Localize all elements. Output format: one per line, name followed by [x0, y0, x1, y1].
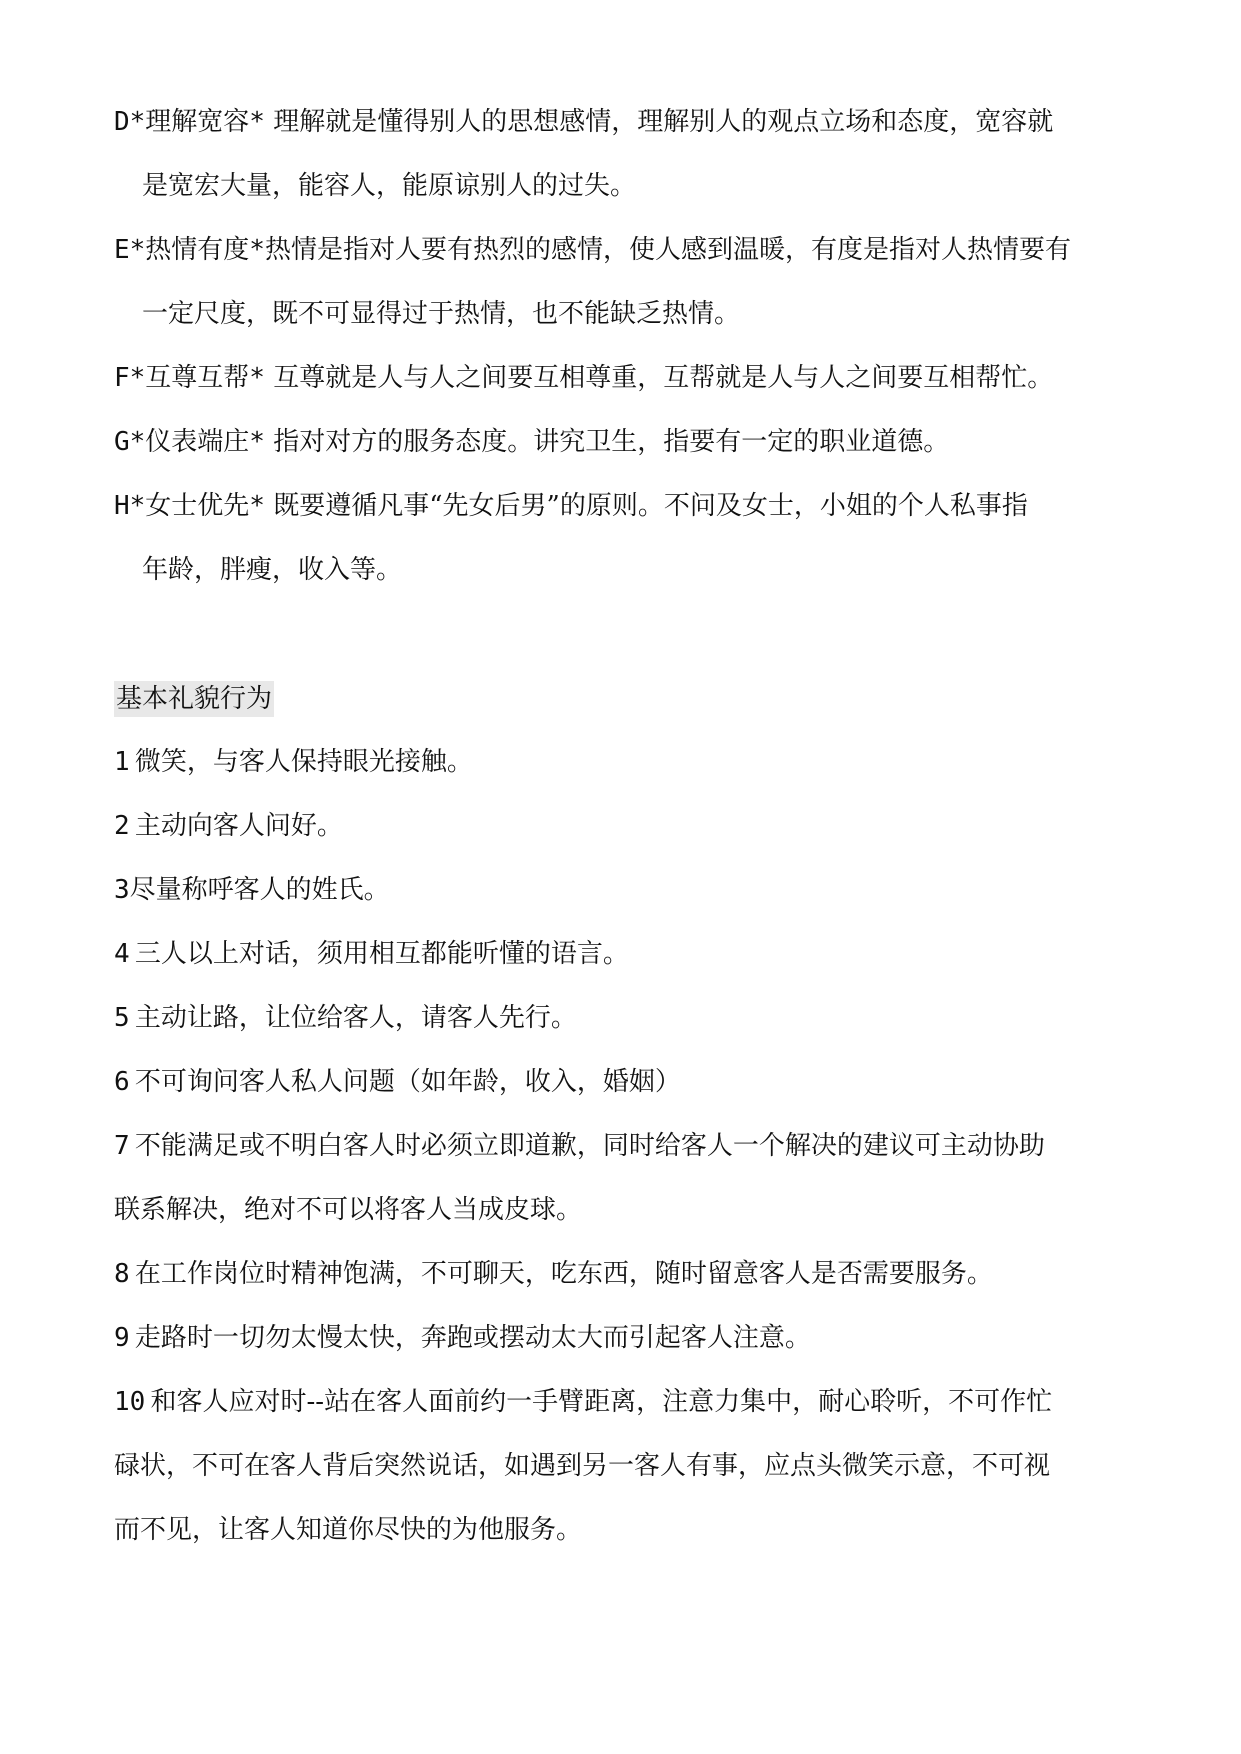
behavior-text-line: 微笑，与客人保持眼光接触。: [134, 747, 473, 777]
behavior-item-2: [114, 794, 1184, 858]
principle-g: [114, 410, 1184, 474]
principle-term: F*互尊互帮*: [114, 363, 265, 393]
principle-term: E*热情有度*: [114, 235, 265, 265]
behavior-item-10: [114, 1370, 1184, 1434]
behavior-item-8: [114, 1242, 1184, 1306]
behavior-number: 7: [114, 1131, 130, 1161]
principle-term: D*理解宽容*: [114, 107, 265, 137]
behavior-item-7: [114, 1114, 1184, 1178]
principle-d: [114, 90, 1184, 154]
behavior-text-line: 联系解决，绝对不可以将客人当成皮球。: [114, 1195, 583, 1225]
behavior-item-9: [114, 1306, 1184, 1370]
behavior-number: 8: [114, 1259, 130, 1289]
behavior-number: 3: [114, 875, 130, 905]
principle-term: H*女士优先*: [114, 491, 265, 521]
behavior-number: 6: [114, 1067, 130, 1097]
behavior-number: 10: [114, 1387, 146, 1417]
behavior-number: 4: [114, 939, 130, 969]
document-body: [114, 90, 1184, 1562]
principle-text-line: 一定尺度，既不可显得过于热情，也不能缺乏热情。: [142, 299, 741, 329]
behavior-text-line: 和客人应对时--站在客人面前约一手臂距离，注意力集中，耐心聆听，不可作忙: [150, 1387, 1053, 1417]
behavior-text-line: 走路时一切勿太慢太快，奔跑或摆动太大而引起客人注意。: [134, 1323, 811, 1353]
principle-f: [114, 346, 1184, 410]
behavior-text-line: 在工作岗位时精神饱满，不可聊天，吃东西，随时留意客人是否需要服务。: [134, 1259, 993, 1289]
principle-text-line: 是宽宏大量，能容人，能原谅别人的过失。: [142, 171, 637, 201]
principle-text-line: 年龄，胖瘦，收入等。: [142, 555, 403, 585]
principle-e-continuation: [114, 282, 1184, 346]
behavior-item-5: [114, 986, 1184, 1050]
behavior-text-line: 尽量称呼客人的姓氏。: [129, 875, 390, 905]
principle-text-line: 互尊就是人与人之间要互相尊重，互帮就是人与人之间要互相帮忙。: [264, 363, 1054, 393]
behavior-text-line: 主动让路，让位给客人，请客人先行。: [134, 1003, 577, 1033]
behavior-number: 5: [114, 1003, 130, 1033]
behavior-item-3: [114, 858, 1184, 922]
principle-text-line: 理解就是懂得别人的思想感情，理解别人的观点立场和态度，宽容就: [264, 107, 1054, 137]
principle-text-line: 热情是指对人要有热烈的感情，使人感到温暖，有度是指对人热情要有: [264, 235, 1071, 265]
section-heading-row: [114, 666, 1184, 730]
behavior-item-7-continuation: [114, 1178, 1184, 1242]
principle-h-continuation: [114, 538, 1184, 602]
behavior-item-1: [114, 730, 1184, 794]
principle-e: [114, 218, 1184, 282]
principle-text-line: 指对对方的服务态度。讲究卫生，指要有一定的职业道德。: [264, 427, 950, 457]
behavior-text-line: 而不见，让客人知道你尽快的为他服务。: [114, 1515, 583, 1545]
behavior-item-10-continuation-2: [114, 1498, 1184, 1562]
behavior-number: 1: [114, 747, 130, 777]
behavior-item-10-continuation-1: [114, 1434, 1184, 1498]
behavior-text-line: 碌状，不可在客人背后突然说话，如遇到另一客人有事，应点头微笑示意，不可视: [114, 1451, 1051, 1481]
behavior-text-line: 三人以上对话，须用相互都能听懂的语言。: [134, 939, 629, 969]
behavior-text-line: 不能满足或不明白客人时必须立即道歉，同时给客人一个解决的建议可主动协助: [134, 1131, 1045, 1161]
principle-h: [114, 474, 1184, 538]
behavior-item-6: [114, 1050, 1184, 1114]
behavior-number: 9: [114, 1323, 130, 1353]
section-title: 基本礼貌行为: [114, 681, 274, 717]
principle-term: G*仪表端庄*: [114, 427, 265, 457]
behavior-number: 2: [114, 811, 130, 841]
section-spacer: [114, 602, 1184, 666]
principle-text-line: 既要遵循凡事“先女后男”的原则。不问及女士，小姐的个人私事指: [264, 491, 1028, 521]
behavior-text-line: 不可询问客人私人问题（如年龄，收入，婚姻）: [134, 1067, 681, 1097]
behavior-item-4: [114, 922, 1184, 986]
principle-d-continuation: [114, 154, 1184, 218]
behavior-text-line: 主动向客人问好。: [134, 811, 343, 841]
